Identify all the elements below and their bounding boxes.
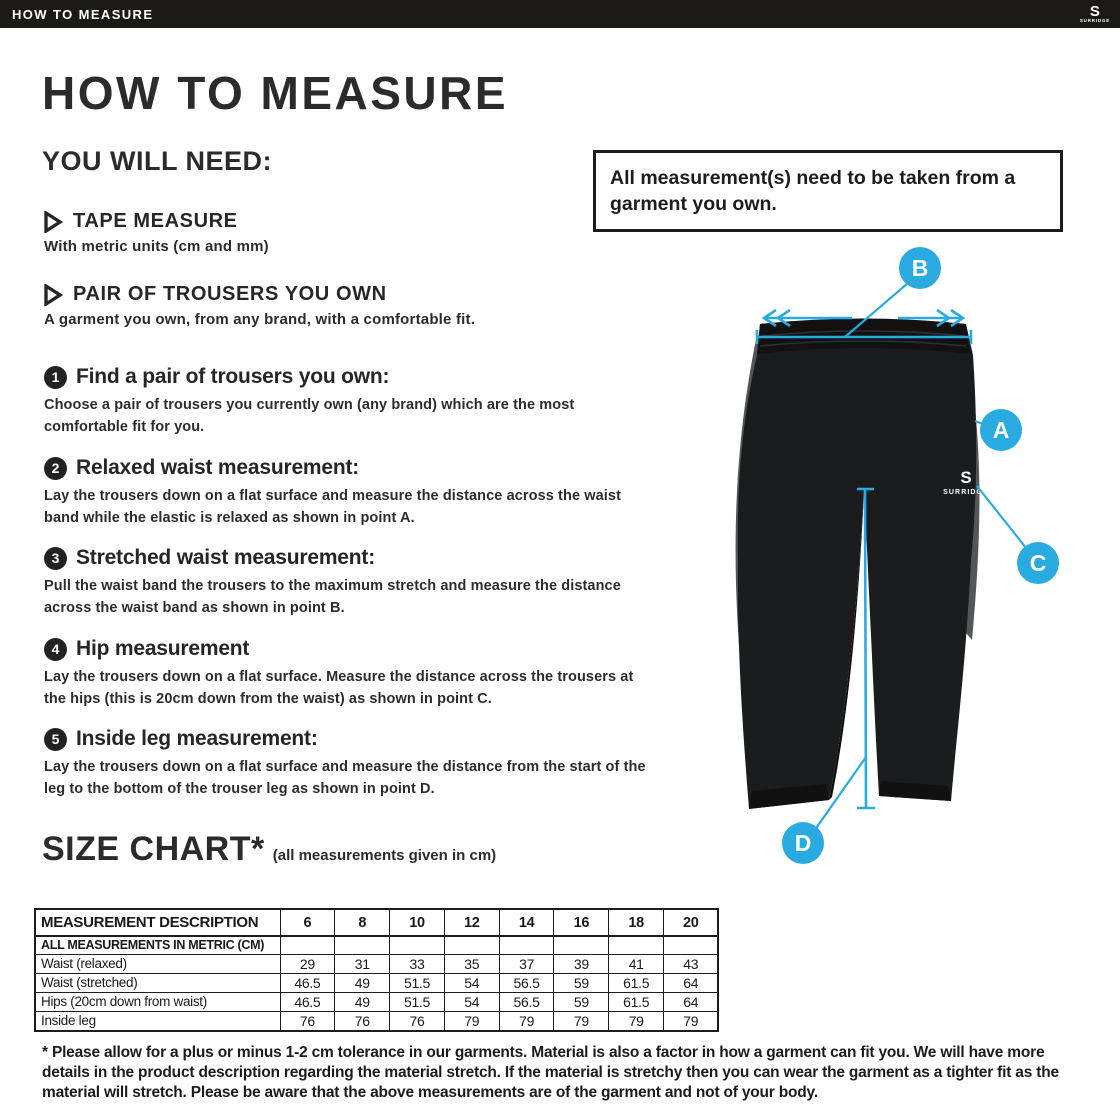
step-number-badge: 4 bbox=[44, 638, 67, 661]
step-3 bbox=[44, 546, 652, 620]
surridge-logo-icon: S bbox=[1089, 2, 1100, 20]
cell: 35 bbox=[444, 954, 499, 973]
step-title: Stretched waist measurement: bbox=[76, 546, 376, 569]
cell: 31 bbox=[335, 954, 390, 973]
table-row bbox=[35, 954, 718, 973]
cell: 51.5 bbox=[390, 992, 445, 1011]
cell: 46.5 bbox=[280, 992, 335, 1011]
column-header: 14 bbox=[499, 909, 554, 936]
row-label: Waist (relaxed) bbox=[35, 954, 280, 973]
need-item-description: With metric units (cm and mm) bbox=[44, 238, 269, 255]
cell: 79 bbox=[444, 1011, 499, 1031]
cell: 49 bbox=[335, 992, 390, 1011]
surridge-logo bbox=[1079, 2, 1120, 24]
top-bar-title: HOW TO MEASURE bbox=[12, 6, 154, 22]
trouser-body bbox=[738, 319, 977, 809]
svg-text:S: S bbox=[960, 468, 972, 487]
cell: 29 bbox=[280, 954, 335, 973]
cell: 56.5 bbox=[499, 973, 554, 992]
page-title: HOW TO MEASURE bbox=[42, 67, 509, 119]
cell: 76 bbox=[390, 1011, 445, 1031]
label-d: D bbox=[794, 830, 812, 856]
step-number-badge: 2 bbox=[44, 457, 67, 480]
cell: 64 bbox=[664, 973, 719, 992]
size-chart-section-row bbox=[35, 936, 718, 954]
step-body: Lay the trousers down on a flat surface. Measure the distance across the trousers at the hips (this is 20cm down from the waist) as shown in point C. bbox=[44, 669, 634, 707]
cell: 41 bbox=[609, 954, 664, 973]
column-header: 12 bbox=[444, 909, 499, 936]
column-header: 16 bbox=[554, 909, 609, 936]
size-chart-subtitle: (all measurements given in cm) bbox=[272, 847, 497, 864]
size-chart-table bbox=[34, 908, 719, 1032]
cell: 37 bbox=[499, 954, 554, 973]
measurement-note-box bbox=[593, 150, 1063, 232]
step-5 bbox=[44, 727, 652, 801]
cell: 39 bbox=[554, 954, 609, 973]
cell: 46.5 bbox=[280, 973, 335, 992]
cell: 33 bbox=[390, 954, 445, 973]
cell: 49 bbox=[335, 973, 390, 992]
table-row bbox=[35, 973, 718, 992]
surridge-logo-text: SURRIDGE bbox=[1079, 18, 1110, 23]
section-label: ALL MEASUREMENTS IN METRIC (CM) bbox=[35, 936, 280, 954]
column-header: MEASUREMENT DESCRIPTION bbox=[35, 909, 280, 936]
step-body: Choose a pair of trousers you currently own (any brand) which are the most comfortable fit for you. bbox=[44, 397, 575, 435]
you-will-need-heading: YOU WILL NEED: bbox=[42, 146, 273, 176]
row-label: Waist (stretched) bbox=[35, 973, 280, 992]
column-header: 18 bbox=[609, 909, 664, 936]
size-chart-title: SIZE CHART* bbox=[42, 830, 265, 868]
cell: 43 bbox=[664, 954, 719, 973]
cell: 59 bbox=[554, 973, 609, 992]
label-a: A bbox=[992, 417, 1010, 443]
measurement-note-text: All measurement(s) need to be taken from a garment you own. bbox=[610, 166, 1016, 215]
column-header: 20 bbox=[664, 909, 719, 936]
step-number-badge: 1 bbox=[44, 366, 67, 389]
table-row bbox=[35, 1011, 718, 1031]
cell: 79 bbox=[499, 1011, 554, 1031]
cell: 56.5 bbox=[499, 992, 554, 1011]
play-triangle-icon bbox=[44, 211, 63, 233]
need-item-label: TAPE MEASURE bbox=[73, 210, 238, 232]
cell: 54 bbox=[444, 973, 499, 992]
column-header: 6 bbox=[280, 909, 335, 936]
svg-text:SURRIDGE: SURRIDGE bbox=[943, 489, 989, 496]
step-title: Inside leg measurement: bbox=[76, 727, 318, 750]
label-c: C bbox=[1029, 550, 1047, 576]
step-number-badge: 5 bbox=[44, 728, 67, 751]
step-body: Lay the trousers down on a flat surface and measure the distance from the start of the leg to the bottom of the trouser leg as shown in point D. bbox=[44, 759, 646, 797]
tolerance-footnote: * Please allow for a plus or minus 1-2 cm tolerance in our garments. Material is also a factor in how a garment can fit you. We will have more details in the product description regarding the material stretch. If the material is stretchy then you can wear the garment as a tighter fit as the material will stretch. Please be aware that the above measurements are of the garment and not of your body. bbox=[42, 1044, 1059, 1102]
need-item-trousers bbox=[44, 283, 644, 328]
cell: 76 bbox=[280, 1011, 335, 1031]
cell: 79 bbox=[609, 1011, 664, 1031]
step-title: Hip measurement bbox=[76, 637, 250, 660]
step-title: Find a pair of trousers you own: bbox=[76, 365, 390, 388]
step-body: Pull the waist band the trousers to the maximum stretch and measure the distance across the waist band as shown in point B. bbox=[44, 578, 621, 616]
column-header: 10 bbox=[390, 909, 445, 936]
trousers-measurement-diagram bbox=[700, 240, 1090, 880]
step-body: Lay the trousers down on a flat surface and measure the distance across the waist band while the elastic is relaxed as shown in point A. bbox=[44, 488, 621, 526]
cell: 61.5 bbox=[609, 973, 664, 992]
row-label: Inside leg bbox=[35, 1011, 280, 1031]
step-title: Relaxed waist measurement: bbox=[76, 456, 360, 479]
step-4 bbox=[44, 637, 652, 711]
play-triangle-icon bbox=[44, 284, 63, 306]
inside-leg-measure-line bbox=[865, 489, 866, 808]
step-2 bbox=[44, 456, 652, 530]
need-item-tape-measure bbox=[44, 210, 644, 255]
cell: 51.5 bbox=[390, 973, 445, 992]
cell: 64 bbox=[664, 992, 719, 1011]
cell: 79 bbox=[554, 1011, 609, 1031]
label-b: B bbox=[911, 255, 929, 281]
cell: 59 bbox=[554, 992, 609, 1011]
need-item-label: PAIR OF TROUSERS YOU OWN bbox=[73, 283, 387, 305]
cell: 76 bbox=[335, 1011, 390, 1031]
column-header: 8 bbox=[335, 909, 390, 936]
cell: 54 bbox=[444, 992, 499, 1011]
cell: 79 bbox=[664, 1011, 719, 1031]
step-1 bbox=[44, 365, 652, 439]
row-label: Hips (20cm down from waist) bbox=[35, 992, 280, 1011]
cell: 61.5 bbox=[609, 992, 664, 1011]
top-bar bbox=[0, 0, 1120, 28]
table-row bbox=[35, 992, 718, 1011]
need-item-description: A garment you own, from any brand, with a comfortable fit. bbox=[44, 311, 476, 328]
step-number-badge: 3 bbox=[44, 547, 67, 570]
size-chart-header-row bbox=[35, 909, 718, 936]
size-chart-heading bbox=[42, 830, 496, 869]
